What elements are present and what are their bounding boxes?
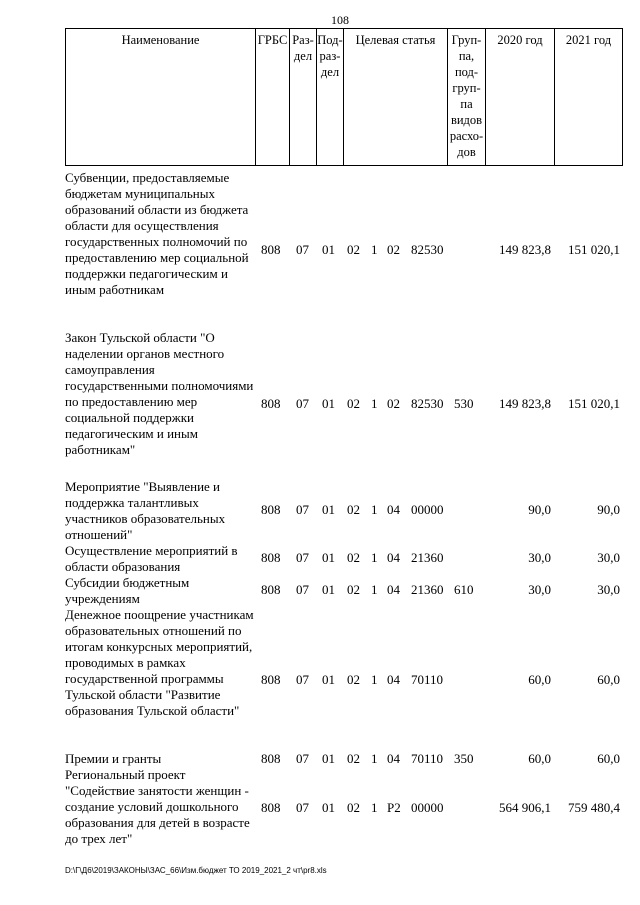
row-name: Осуществление мероприятий в области образования (65, 543, 238, 574)
cell-group: 610 (454, 582, 474, 597)
header-group-line6: видов (450, 113, 483, 127)
cell-razdel: 07 (296, 800, 309, 815)
header-podrazdel-line3: дел (320, 65, 340, 79)
header-group-line7: расхо- (449, 129, 484, 143)
cell-grbs: 808 (261, 751, 281, 766)
table-header (65, 28, 623, 166)
cell-target-subprogram: 1 (371, 502, 378, 517)
cell-target-subprogram: 1 (371, 800, 378, 815)
cell-target-direction: 21360 (411, 550, 444, 565)
cell-target-direction: 82530 (411, 396, 444, 411)
cell-2021: 90,0 (597, 502, 620, 517)
cell-grbs: 808 (261, 800, 281, 815)
file-path-footer: D:\Г\Д6\2019\ЗАКОНЫ\ЗАС_66\Изм.бюджет ТО 2019_2021_2 чт\pr8.xls (65, 866, 327, 875)
header-target-text: Целевая статья (355, 33, 436, 47)
header-group-line8: дов (457, 145, 476, 159)
cell-target-program: 02 (347, 800, 360, 815)
row-name: Мероприятие "Выявление и поддержка талантливых участников образовательных отношений" (65, 479, 226, 542)
header-name (65, 29, 255, 165)
cell-target-event: 02 (387, 242, 400, 257)
cell-razdel: 07 (296, 242, 309, 257)
header-group-line5: па (460, 97, 473, 111)
cell-grbs: 808 (261, 582, 281, 597)
cell-2020: 564 906,1 (499, 800, 551, 815)
row-name: Субсидии бюджетным учреждениям (65, 575, 190, 606)
cell-target-direction: 21360 (411, 582, 444, 597)
header-grbs-text: ГРБС (257, 33, 288, 47)
cell-2020: 30,0 (528, 550, 551, 565)
cell-target-subprogram: 1 (371, 242, 378, 257)
cell-podrazdel: 01 (322, 242, 335, 257)
cell-target-program: 02 (347, 396, 360, 411)
header-razdel-line2: дел (293, 49, 313, 63)
cell-target-program: 02 (347, 672, 360, 687)
cell-grbs: 808 (261, 396, 281, 411)
cell-razdel: 07 (296, 396, 309, 411)
cell-2021: 30,0 (597, 582, 620, 597)
cell-target-direction: 82530 (411, 242, 444, 257)
cell-target-event: P2 (387, 800, 401, 815)
cell-target-subprogram: 1 (371, 582, 378, 597)
row-name: Субвенции, предоставляемые бюджетам муниципальных образований области из бюджета области для осуществления государственных полномочий по предоставлению мер социальной поддержки педагогическим и иным работникам (65, 170, 249, 297)
cell-group: 350 (454, 751, 474, 766)
cell-2020: 149 823,8 (499, 242, 551, 257)
cell-2021: 151 020,1 (568, 242, 620, 257)
cell-2021: 30,0 (597, 550, 620, 565)
cell-2021: 60,0 (597, 751, 620, 766)
header-razdel (289, 29, 316, 165)
header-podrazdel-line2: раз- (319, 49, 341, 63)
cell-target-program: 02 (347, 550, 360, 565)
header-podrazdel-line1: Под- (317, 33, 343, 47)
row-name: Региональный проект "Содействие занятости женщин - создание условий дошкольного образования для детей в возрасте до трех лет" (65, 767, 250, 846)
cell-razdel: 07 (296, 751, 309, 766)
header-grbs (255, 29, 289, 165)
header-group (447, 29, 485, 165)
header-2021 (554, 29, 623, 165)
cell-target-program: 02 (347, 582, 360, 597)
cell-podrazdel: 01 (322, 751, 335, 766)
cell-target-direction: 70110 (411, 672, 444, 687)
cell-podrazdel: 01 (322, 396, 335, 411)
cell-target-program: 02 (347, 502, 360, 517)
header-2020 (485, 29, 554, 165)
cell-podrazdel: 01 (322, 800, 335, 815)
cell-target-event: 04 (387, 550, 400, 565)
cell-target-program: 02 (347, 242, 360, 257)
cell-target-event: 04 (387, 582, 400, 597)
row-name: Денежное поощрение участникам образовательных отношений по итогам конкурсных мероприятий, проводимых в рамках государственной программы Тульской области "Развитие образования Тульской области" (65, 607, 254, 718)
cell-2021: 759 480,4 (568, 800, 620, 815)
cell-2020: 60,0 (528, 751, 551, 766)
row-name: Закон Тульской области "О наделении органов местного самоуправления государственными полномочиями по предоставлению мер социальной поддержки педагогическим и иным работникам" (65, 330, 254, 457)
cell-target-event: 02 (387, 396, 400, 411)
header-2020-text: 2020 год (497, 33, 543, 47)
cell-2020: 60,0 (528, 672, 551, 687)
cell-target-subprogram: 1 (371, 672, 378, 687)
cell-target-event: 04 (387, 502, 400, 517)
cell-razdel: 07 (296, 502, 309, 517)
cell-podrazdel: 01 (322, 550, 335, 565)
header-name-text: Наименование (121, 33, 200, 47)
cell-razdel: 07 (296, 550, 309, 565)
header-group-line2: па, (458, 49, 475, 63)
cell-target-direction: 70110 (411, 751, 444, 766)
cell-target-subprogram: 1 (371, 396, 378, 411)
cell-2021: 60,0 (597, 672, 620, 687)
cell-podrazdel: 01 (322, 672, 335, 687)
cell-target-program: 02 (347, 751, 360, 766)
header-podrazdel (316, 29, 343, 165)
cell-target-event: 04 (387, 672, 400, 687)
cell-2020: 30,0 (528, 582, 551, 597)
cell-target-subprogram: 1 (371, 550, 378, 565)
cell-podrazdel: 01 (322, 582, 335, 597)
cell-target-event: 04 (387, 751, 400, 766)
cell-grbs: 808 (261, 672, 281, 687)
cell-target-direction: 00000 (411, 502, 444, 517)
row-name: Премии и гранты (65, 751, 162, 766)
cell-2021: 151 020,1 (568, 396, 620, 411)
header-target (343, 29, 447, 165)
header-group-line1: Груп- (451, 33, 482, 47)
header-group-line3: под- (454, 65, 479, 79)
page-number: 108 (331, 13, 349, 27)
header-2021-text: 2021 год (565, 33, 612, 47)
cell-target-direction: 00000 (411, 800, 444, 815)
cell-group: 530 (454, 396, 474, 411)
cell-2020: 149 823,8 (499, 396, 551, 411)
header-group-line4: груп- (452, 81, 481, 95)
cell-target-subprogram: 1 (371, 751, 378, 766)
cell-podrazdel: 01 (322, 502, 335, 517)
cell-razdel: 07 (296, 672, 309, 687)
cell-grbs: 808 (261, 550, 281, 565)
cell-2020: 90,0 (528, 502, 551, 517)
cell-grbs: 808 (261, 502, 281, 517)
cell-grbs: 808 (261, 242, 281, 257)
cell-razdel: 07 (296, 582, 309, 597)
header-razdel-line1: Раз- (292, 33, 314, 47)
